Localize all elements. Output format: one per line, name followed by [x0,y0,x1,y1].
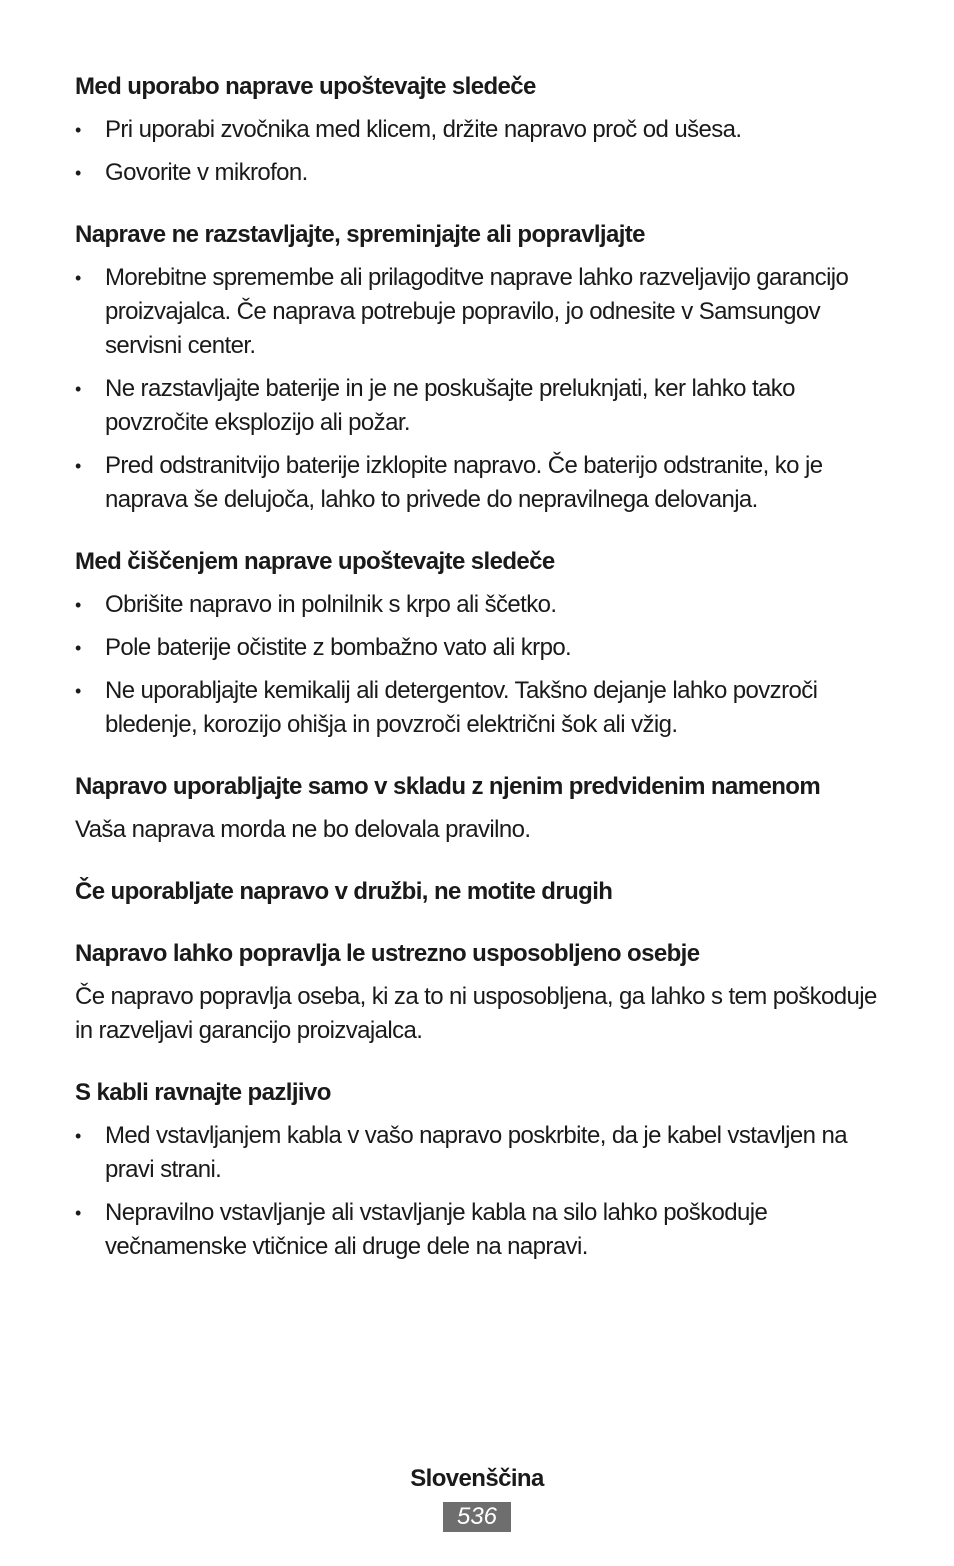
footer-language: Slovenščina [410,1465,544,1492]
section-public-use [75,875,895,909]
section-heading: Med uporabo naprave upoštevajte sledeče [75,73,536,100]
bullet-icon: • [75,595,81,615]
list-item [75,1119,895,1187]
page-number: 536 [443,1502,511,1532]
bullet-icon: • [75,456,81,476]
bullet-list [75,588,895,742]
bullet-icon: • [75,1203,81,1223]
page-footer [0,1462,954,1532]
list-item [75,674,895,742]
section-usage [75,70,895,190]
section-heading: Napravo uporabljajte samo v skladu z njenim predvidenim namenom [75,773,821,800]
section-heading: S kabli ravnajte pazljivo [75,1079,331,1106]
section-paragraph: Če napravo popravlja oseba, ki za to ni usposobljena, ga lahko s tem poškoduje in razveljavi garancijo proizvajalca. [75,983,877,1044]
list-item-text: Nepravilno vstavljanje ali vstavljanje kabla na silo lahko poškoduje večnamenske vtičnice ali druge dele na napravi. [105,1199,768,1260]
bullet-list [75,261,895,517]
section-heading: Napravo lahko popravlja le ustrezno usposobljeno osebje [75,940,700,967]
section-heading: Če uporabljate napravo v družbi, ne motite drugih [75,878,613,905]
list-item-text: Govorite v mikrofon. [105,159,308,186]
list-item-text: Morebitne spremembe ali prilagoditve naprave lahko razveljavijo garancijo proizvajalca. Če naprava potrebuje popravilo, jo odnesite v Samsungov servisni center. [105,264,849,359]
bullet-icon: • [75,681,81,701]
section-intended-use [75,770,895,847]
bullet-icon: • [75,268,81,288]
list-item-text: Ne uporabljajte kemikalij ali detergentov. Takšno dejanje lahko povzroči bledenje, korozijo ohišja in povzroči električni šok ali vžig. [105,677,818,738]
section-qualified-repair [75,937,895,1048]
document-body [75,70,895,1292]
list-item [75,588,895,622]
list-item-text: Pole baterije očistite z bombažno vato ali krpo. [105,634,572,661]
list-item [75,156,895,190]
list-item [75,372,895,440]
bullet-icon: • [75,1126,81,1146]
bullet-icon: • [75,379,81,399]
list-item-text: Med vstavljanjem kabla v vašo napravo poskrbite, da je kabel vstavljen na pravi strani. [105,1122,847,1183]
bullet-list [75,1119,895,1264]
section-heading: Naprave ne razstavljajte, spreminjajte ali popravljajte [75,221,645,248]
list-item-text: Pred odstranitvijo baterije izklopite napravo. Če baterijo odstranite, ko je naprava še delujoča, lahko to privede do nepravilnega delovanja. [105,452,823,513]
list-item-text: Ne razstavljajte baterije in je ne poskušajte preluknjati, ker lahko tako povzročite eksplozijo ali požar. [105,375,795,436]
list-item-text: Obrišite napravo in polnilnik s krpo ali ščetko. [105,591,557,618]
section-paragraph: Vaša naprava morda ne bo delovala pravilno. [75,816,531,843]
list-item-text: Pri uporabi zvočnika med klicem, držite napravo proč od ušesa. [105,116,742,143]
list-item [75,1196,895,1264]
section-cables [75,1076,895,1264]
section-heading: Med čiščenjem naprave upoštevajte sledeče [75,548,555,575]
section-no-disassembly [75,218,895,517]
list-item [75,449,895,517]
list-item [75,261,895,363]
bullet-icon: • [75,638,81,658]
bullet-icon: • [75,120,81,140]
section-cleaning [75,545,895,742]
bullet-list [75,113,895,190]
list-item [75,631,895,665]
bullet-icon: • [75,163,81,183]
list-item [75,113,895,147]
